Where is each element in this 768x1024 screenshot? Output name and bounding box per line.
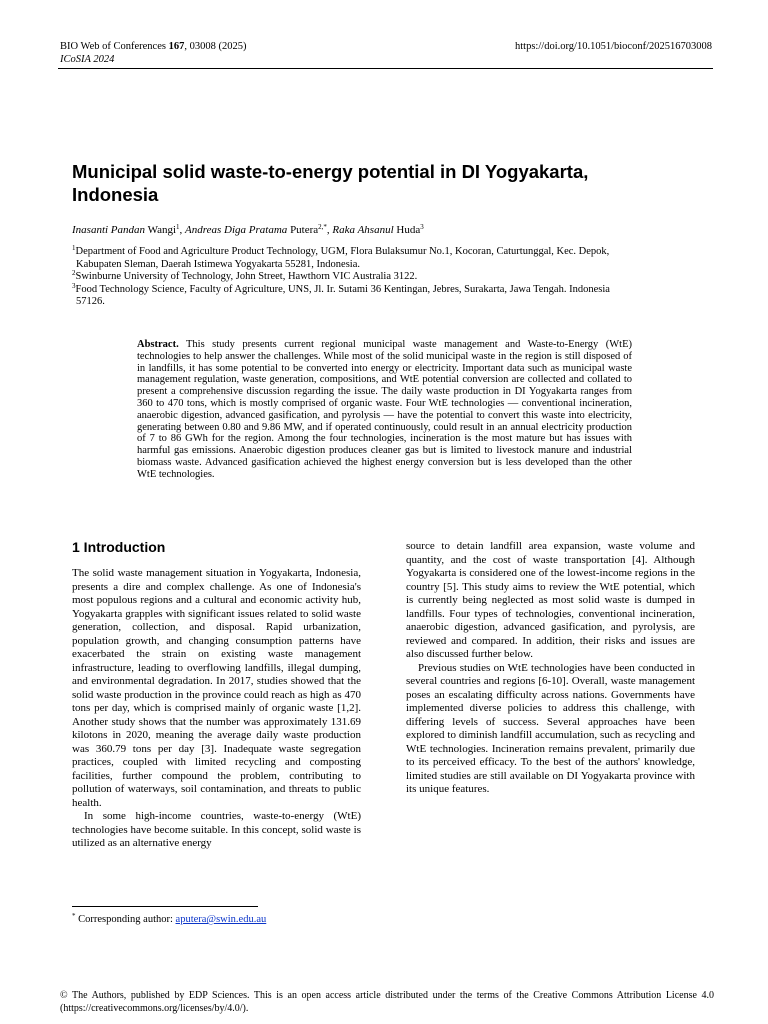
header-divider bbox=[58, 68, 713, 69]
affiliation-3: $^3$Food Technology Science, Faculty of Agriculture, UNS, Jl. Ir. Sutami 36 Kentingan, Jebres, Surakarta, Jawa Tengah. Indonesia 57126. bbox=[72, 281, 610, 308]
left-column bbox=[72, 567, 361, 851]
doi-link[interactable]: https://doi.org/10.1051/bioconf/202516703008 bbox=[515, 41, 712, 52]
journal-name: BIO Web of Conferences bbox=[60, 41, 169, 52]
affiliation-2: $^2$Swinburne University of Technology, John Street, Hawthorn VIC Australia 3122. bbox=[72, 269, 418, 283]
footnote bbox=[72, 913, 266, 926]
journal-citation bbox=[60, 40, 246, 54]
author: Inasanti Pandan Wangi$^1$ bbox=[72, 223, 180, 236]
conference-name: ICoSIA 2024 bbox=[60, 54, 115, 65]
affiliations bbox=[72, 246, 682, 309]
author-list: Inasanti Pandan Wangi$^1$, Andreas Diga Pratama Putera$^{2,*}$, Raka Ahsanul Huda$^3$ bbox=[72, 223, 424, 236]
paragraph: source to detain landfill area expansion, waste volume and quantity, and the cost of waste transportation [4]. Although Yogyakarta is considered one of the lowest-income regions in the country [5]. This study aims to review the WtE potential, which is currently being neglected as most solid waste is dumped in landfills. Four types of technologies, conventional incineration, anaerobic digestion, advanced gasification, and pyrolysis, are reviewed and compared. In addition, their risks and issues are also discussed further below. bbox=[406, 540, 695, 660]
section-heading: 1 Introduction bbox=[72, 539, 166, 555]
corresponding-email-link[interactable]: aputera@swin.edu.au bbox=[175, 914, 267, 925]
abstract-label: Abstract. bbox=[137, 339, 179, 350]
footnote-mark: * bbox=[72, 912, 76, 920]
footnote-divider bbox=[72, 906, 258, 907]
footnote-label: Corresponding author: bbox=[75, 914, 176, 925]
abstract-text: This study presents current regional municipal waste management and Waste-to-Energy (WtE) technologies to help answer the challenges. While most of the solid municipal waste in the region is still disposed of in landfills, it has some potential to be converted into energy or electricity. Important data such as municipal waste management regulation, waste generation, compositions, and WtE potential conversion are collected and collated to present a comprehensive discussion regarding the issue. The daily waste production in DI Yogyakarta ranges from 360 to 470 tons, which is mostly comprised of organic waste. Four WtE technologies — conventional incineration, anaerobic digestion, advanced gasification, and pyrolysis — have the potential to convert this waste into electricity, generating between 0.80 and 9.86 MW, and if operated continuously, could result in an annual electricity production of 7 to 86 GWh for the region. Among the four technologies, incineration is the most mature but has issues with harmful gas emissions. Anaerobic digestion produces cleaner gas but is limited to livestock manure and industrial biomass waste. Advanced gasification achieved the highest energy conversion but is less developed than the other WtE technologies. bbox=[137, 339, 632, 480]
author: Andreas Diga Pratama Putera$^{2,*}$ bbox=[185, 223, 327, 236]
paper-title: Municipal solid waste-to-energy potential in DI Yogyakarta, Indonesia bbox=[72, 161, 589, 205]
paragraph: The solid waste management situation in Yogyakarta, Indonesia, presents a dire and complex challenge. As one of Indonesia's most populous regions and a cultural and economic activity hub, Yogyakarta grapples with significant issues related to solid waste generation, collection, and disposal. Rapid urbanization, population growth, and changing consumption patterns have exacerbated the strain on existing waste management infrastructure, leading to overflowing landfills, illegal dumping, and environmental degradation. In 2017, studies showed that the solid waste production in the province could reach as high as 470 tons per day, which is comprised mainly of organic waste [1,2]. Another study shows that the number was approximately 131.69 kilotons in 2020, meaning the average daily waste production was 360.79 tons per day [3]. Inadequate waste segregation practices, coupled with limited recycling and composting facilities, further compound the problem, contributing to pollution of waterways, soil contamination, and threats to public health. bbox=[72, 567, 361, 809]
paragraph: In some high-income countries, waste-to-energy (WtE) technologies have become suitable. In this concept, solid waste is utilized as an alternative energy bbox=[72, 810, 361, 849]
article-number: , 03008 (2025) bbox=[184, 41, 247, 52]
abstract bbox=[137, 339, 632, 481]
right-column bbox=[406, 540, 695, 797]
journal-volume: 167 bbox=[168, 41, 185, 52]
paragraph: Previous studies on WtE technologies have been conducted in several countries and regions [6-10]. Overall, waste management poses an escalating difficulty across nations. Governments have implemented diverse policies to address this challenge, with differing levels of success. Several approaches have been explored to diminish landfill accumulation, such as recycling and WtE technologies. Incineration remains prevalent, primarily due to its perceived efficacy. To the best of the authors' knowledge, limited studies are still available on DI Yogyakarta province with its unique features. bbox=[406, 661, 695, 795]
affiliation-1: $^1$Department of Food and Agriculture Product Technology, UGM, Flora Bulaksumur No.1, Kocoran, Caturtunggal, Kec. Depok, Kabupaten Sleman, Daerah Istimewa Yogyakarta 55281, Indonesia. bbox=[72, 244, 610, 270]
license-notice: © The Authors, published by EDP Sciences. This is an open access article distributed under the terms of the Creative Commons Attribution License 4.0 (https://creativecommons.org/licenses/by/4.0/). bbox=[60, 990, 714, 1014]
author: Raka Ahsanul Huda$^3$ bbox=[332, 223, 424, 236]
